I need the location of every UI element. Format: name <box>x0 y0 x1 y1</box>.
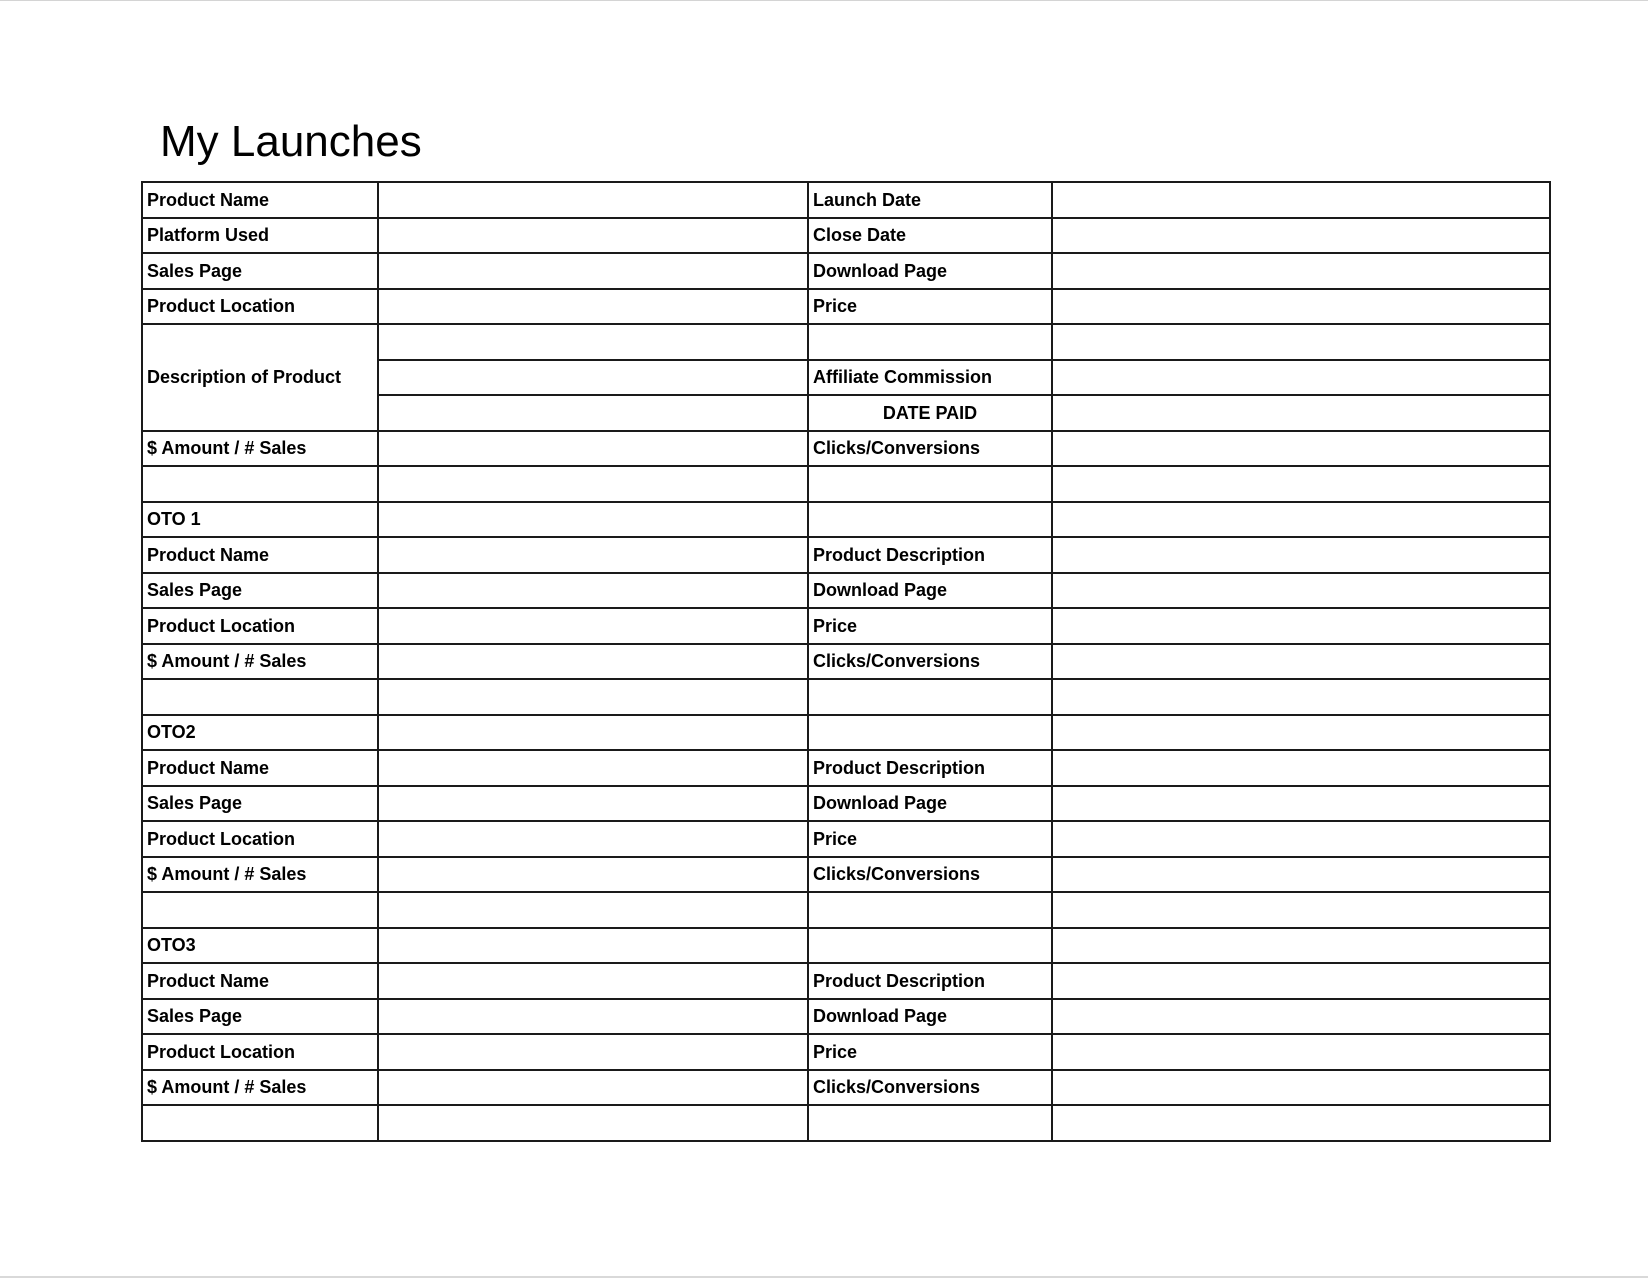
oto-1-price-field[interactable] <box>1052 608 1550 644</box>
table-row <box>142 431 1550 467</box>
platform-used-label: Platform Used <box>142 218 378 254</box>
oto-3-clicks-conversions-label: Clicks/Conversions <box>808 1070 1052 1106</box>
empty-value-cell[interactable] <box>1052 324 1550 360</box>
oto-2-download-page-field[interactable] <box>1052 786 1550 822</box>
oto-3-product-location-field[interactable] <box>378 1034 808 1070</box>
table-row <box>142 750 1550 786</box>
product-location-field[interactable] <box>378 289 808 325</box>
empty-label-cell <box>808 324 1052 360</box>
empty-cell[interactable] <box>378 892 808 928</box>
oto-1-sales-page-field[interactable] <box>378 573 808 609</box>
platform-used-field[interactable] <box>378 218 808 254</box>
spacer-row <box>142 679 1550 715</box>
oto-2-heading: OTO2 <box>142 715 378 751</box>
top-divider <box>0 0 1648 1</box>
empty-cell[interactable] <box>378 1105 808 1141</box>
oto-2-price-label: Price <box>808 821 1052 857</box>
oto-2-product-location-label: Product Location <box>142 821 378 857</box>
price-label: Price <box>808 289 1052 325</box>
date-paid-field[interactable] <box>1052 395 1550 431</box>
clicks-conversions-field[interactable] <box>1052 431 1550 467</box>
table-row <box>142 715 1550 751</box>
oto-3-download-page-field[interactable] <box>1052 999 1550 1035</box>
table-row <box>142 963 1550 999</box>
table-row <box>142 537 1550 573</box>
table-row <box>142 324 1550 360</box>
product-name-field[interactable] <box>378 182 808 218</box>
oto-2-sales-page-label: Sales Page <box>142 786 378 822</box>
sales-page-field[interactable] <box>378 253 808 289</box>
affiliate-commission-label: Affiliate Commission <box>808 360 1052 396</box>
amount-sales-field[interactable] <box>378 431 808 467</box>
download-page-field[interactable] <box>1052 253 1550 289</box>
oto-1-amount-sales-label: $ Amount / # Sales <box>142 644 378 680</box>
oto-1-product-name-field[interactable] <box>378 537 808 573</box>
table-row <box>142 289 1550 325</box>
oto-1-clicks-conversions-field[interactable] <box>1052 644 1550 680</box>
empty-cell[interactable] <box>1052 1105 1550 1141</box>
table-row <box>142 786 1550 822</box>
empty-cell <box>808 892 1052 928</box>
spacer-row <box>142 466 1550 502</box>
empty-cell <box>808 466 1052 502</box>
table-row <box>142 857 1550 893</box>
oto-3-sales-page-field[interactable] <box>378 999 808 1035</box>
oto-1-amount-sales-field[interactable] <box>378 644 808 680</box>
oto-1-heading-field[interactable] <box>378 502 808 538</box>
oto-2-product-location-field[interactable] <box>378 821 808 857</box>
empty-value-cell[interactable] <box>1052 715 1550 751</box>
close-date-label: Close Date <box>808 218 1052 254</box>
oto-3-sales-page-label: Sales Page <box>142 999 378 1035</box>
oto-2-amount-sales-field[interactable] <box>378 857 808 893</box>
oto-3-clicks-conversions-field[interactable] <box>1052 1070 1550 1106</box>
oto-3-product-location-label: Product Location <box>142 1034 378 1070</box>
download-page-label: Download Page <box>808 253 1052 289</box>
table-row <box>142 821 1550 857</box>
empty-label-cell <box>808 715 1052 751</box>
oto-2-download-page-label: Download Page <box>808 786 1052 822</box>
spacer-row <box>142 1105 1550 1141</box>
empty-cell <box>142 466 378 502</box>
empty-cell[interactable] <box>1052 679 1550 715</box>
table-row <box>142 573 1550 609</box>
empty-value-cell[interactable] <box>1052 502 1550 538</box>
sales-page-label: Sales Page <box>142 253 378 289</box>
oto-1-product-name-label: Product Name <box>142 537 378 573</box>
description-field-line-1[interactable] <box>378 324 808 360</box>
oto-3-amount-sales-field[interactable] <box>378 1070 808 1106</box>
table-row <box>142 218 1550 254</box>
empty-cell[interactable] <box>1052 466 1550 502</box>
page-title: My Launches <box>160 117 422 166</box>
empty-cell[interactable] <box>378 679 808 715</box>
oto-2-clicks-conversions-field[interactable] <box>1052 857 1550 893</box>
oto-3-heading-field[interactable] <box>378 928 808 964</box>
oto-2-product-name-field[interactable] <box>378 750 808 786</box>
oto-1-price-label: Price <box>808 608 1052 644</box>
empty-cell <box>808 679 1052 715</box>
empty-cell <box>142 679 378 715</box>
empty-value-cell[interactable] <box>1052 928 1550 964</box>
oto-2-amount-sales-label: $ Amount / # Sales <box>142 857 378 893</box>
affiliate-commission-field[interactable] <box>1052 360 1550 396</box>
table-row <box>142 1070 1550 1106</box>
empty-cell <box>808 1105 1052 1141</box>
oto-1-product-description-label: Product Description <box>808 537 1052 573</box>
oto-2-price-field[interactable] <box>1052 821 1550 857</box>
empty-cell[interactable] <box>378 466 808 502</box>
product-name-label: Product Name <box>142 182 378 218</box>
oto-1-download-page-label: Download Page <box>808 573 1052 609</box>
table-row <box>142 608 1550 644</box>
table-row <box>142 182 1550 218</box>
description-field-line-2[interactable] <box>378 360 808 396</box>
oto-1-download-page-field[interactable] <box>1052 573 1550 609</box>
table-row <box>142 999 1550 1035</box>
product-location-label: Product Location <box>142 289 378 325</box>
oto-2-product-description-field[interactable] <box>1052 750 1550 786</box>
oto-3-product-name-field[interactable] <box>378 963 808 999</box>
spacer-row <box>142 892 1550 928</box>
launch-worksheet-table <box>141 181 1551 1142</box>
oto-1-clicks-conversions-label: Clicks/Conversions <box>808 644 1052 680</box>
oto-1-product-location-field[interactable] <box>378 608 808 644</box>
oto-3-product-description-label: Product Description <box>808 963 1052 999</box>
oto-1-sales-page-label: Sales Page <box>142 573 378 609</box>
launch-date-field[interactable] <box>1052 182 1550 218</box>
empty-label-cell <box>808 502 1052 538</box>
oto-2-sales-page-field[interactable] <box>378 786 808 822</box>
close-date-field[interactable] <box>1052 218 1550 254</box>
empty-cell[interactable] <box>1052 892 1550 928</box>
table-row <box>142 644 1550 680</box>
table-row <box>142 253 1550 289</box>
oto-2-heading-field[interactable] <box>378 715 808 751</box>
oto-2-clicks-conversions-label: Clicks/Conversions <box>808 857 1052 893</box>
oto-3-product-description-field[interactable] <box>1052 963 1550 999</box>
oto-2-product-name-label: Product Name <box>142 750 378 786</box>
clicks-conversions-label: Clicks/Conversions <box>808 431 1052 467</box>
oto-3-amount-sales-label: $ Amount / # Sales <box>142 1070 378 1106</box>
description-of-product-label: Description of Product <box>142 324 378 431</box>
empty-label-cell <box>808 928 1052 964</box>
amount-sales-label: $ Amount / # Sales <box>142 431 378 467</box>
oto-3-price-field[interactable] <box>1052 1034 1550 1070</box>
oto-3-product-name-label: Product Name <box>142 963 378 999</box>
oto-1-product-location-label: Product Location <box>142 608 378 644</box>
oto-3-download-page-label: Download Page <box>808 999 1052 1035</box>
price-field[interactable] <box>1052 289 1550 325</box>
oto-3-price-label: Price <box>808 1034 1052 1070</box>
oto-3-heading: OTO3 <box>142 928 378 964</box>
date-paid-label: DATE PAID <box>808 395 1052 431</box>
oto-1-product-description-field[interactable] <box>1052 537 1550 573</box>
oto-2-product-description-label: Product Description <box>808 750 1052 786</box>
launch-date-label: Launch Date <box>808 182 1052 218</box>
description-field-line-3[interactable] <box>378 395 808 431</box>
empty-cell <box>142 892 378 928</box>
empty-cell <box>142 1105 378 1141</box>
table-row <box>142 928 1550 964</box>
table-row <box>142 502 1550 538</box>
table-row <box>142 1034 1550 1070</box>
oto-1-heading: OTO 1 <box>142 502 378 538</box>
